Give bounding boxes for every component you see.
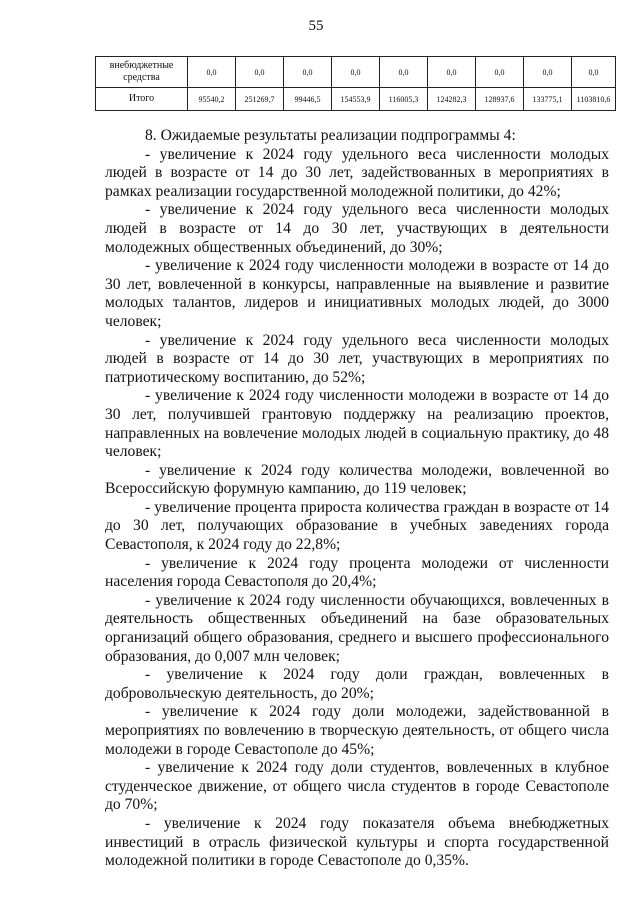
- table-row: [96, 57, 616, 88]
- table-cell: 133775,1: [524, 88, 572, 111]
- list-item: - увеличение к 2024 году удельного веса численности молодых людей в возрасте от 14 до 30 лет, задействованных в мероприятиях в рамках реализации государственной молодежной политики, до 42%;: [105, 145, 609, 200]
- table-cell: 99446,5: [284, 88, 332, 111]
- list-item: - увеличение к 2024 году доли молодежи, задействованной в мероприятиях по вовлечению в творческую деятельность, от общего числа молодежи в городе Севастополе до 45%;: [105, 703, 609, 758]
- table-cell: 0,0: [524, 57, 572, 88]
- list-item: - увеличение к 2024 году удельного веса численности молодых людей в возрасте от 14 до 30 лет, участвующих в мероприятиях по патриотическому воспитанию, до 52%;: [105, 331, 609, 386]
- table-cell: 95540,2: [188, 88, 236, 111]
- section-body: [105, 127, 609, 871]
- table-cell: 116005,3: [380, 88, 428, 111]
- table-cell: 251269,7: [236, 88, 284, 111]
- page-number: 55: [308, 18, 324, 34]
- row-label: внебюджетные средства: [96, 57, 188, 88]
- list-item: - увеличение процента прироста количества граждан в возрасте от 14 до 30 лет, получающих образование в учебных заведениях города Севастополя, к 2024 году до 22,8%;: [105, 498, 609, 554]
- table-cell: 154553,9: [332, 88, 380, 111]
- table-cell: 0,0: [428, 57, 476, 88]
- table-cell: 0,0: [332, 57, 380, 88]
- table-cell: 0,0: [380, 57, 428, 88]
- table-cell: 124282,3: [428, 88, 476, 111]
- table-cell: 0,0: [476, 57, 524, 88]
- list-item: - увеличение к 2024 году численности обучающихся, вовлеченных в деятельность общественных объединений на базе образовательных организаций общего образования, среднего и высшего профессионального образования, до 0,007 млн человек;: [105, 591, 609, 665]
- table-cell: 0,0: [236, 57, 284, 88]
- row-label: Итого: [96, 88, 188, 111]
- list-item: - увеличение к 2024 году доли студентов, вовлеченных в клубное студенческое движение, от общего числа студентов в городе Севастополе до 70%;: [105, 759, 609, 814]
- section-heading: 8. Ожидаемые результаты реализации подпрограммы 4:: [145, 127, 516, 144]
- list-item: - увеличение к 2024 году процента молодежи от численности населения города Севастополя до 20,4%;: [105, 554, 609, 591]
- list-item: - увеличение к 2024 году показателя объема внебюджетных инвестиций в отрасль физической культуры и спорта государственной молодежной политики в городе Севастополе до 0,35%.: [105, 814, 609, 870]
- list-item: - увеличение к 2024 году численности молодежи в возрасте от 14 до 30 лет, получившей грантовую поддержку на реализацию проектов, направленных на вовлечение молодых людей в социальную практику, до 48 человек;: [105, 387, 609, 461]
- table-cell: 128937,6: [476, 88, 524, 111]
- table-row: [96, 88, 616, 111]
- table-cell: 0,0: [188, 57, 236, 88]
- list-item: - увеличение к 2024 году доли граждан, вовлеченных в добровольческую деятельность, до 20%;: [105, 666, 609, 702]
- list-item: - увеличение к 2024 году численности молодежи в возрасте от 14 до 30 лет, вовлеченной в конкурсы, направленные на выявление и развитие молодых талантов, лидеров и инициативных молодых людей, до 3000 человек;: [105, 257, 609, 330]
- table-cell: 0,0: [284, 57, 332, 88]
- table-cell: 1103810,6: [572, 88, 616, 111]
- list-item: - увеличение к 2024 году удельного веса численности молодых людей в возрасте от 14 до 30 лет, участвующих в деятельности молодежных общественных объединений, до 30%;: [105, 201, 609, 256]
- table-cell: 0,0: [572, 57, 616, 88]
- funding-table: [95, 56, 616, 111]
- list-item: - увеличение к 2024 году количества молодежи, вовлеченной во Всероссийскую форумную кампанию, до 119 человек;: [105, 461, 609, 498]
